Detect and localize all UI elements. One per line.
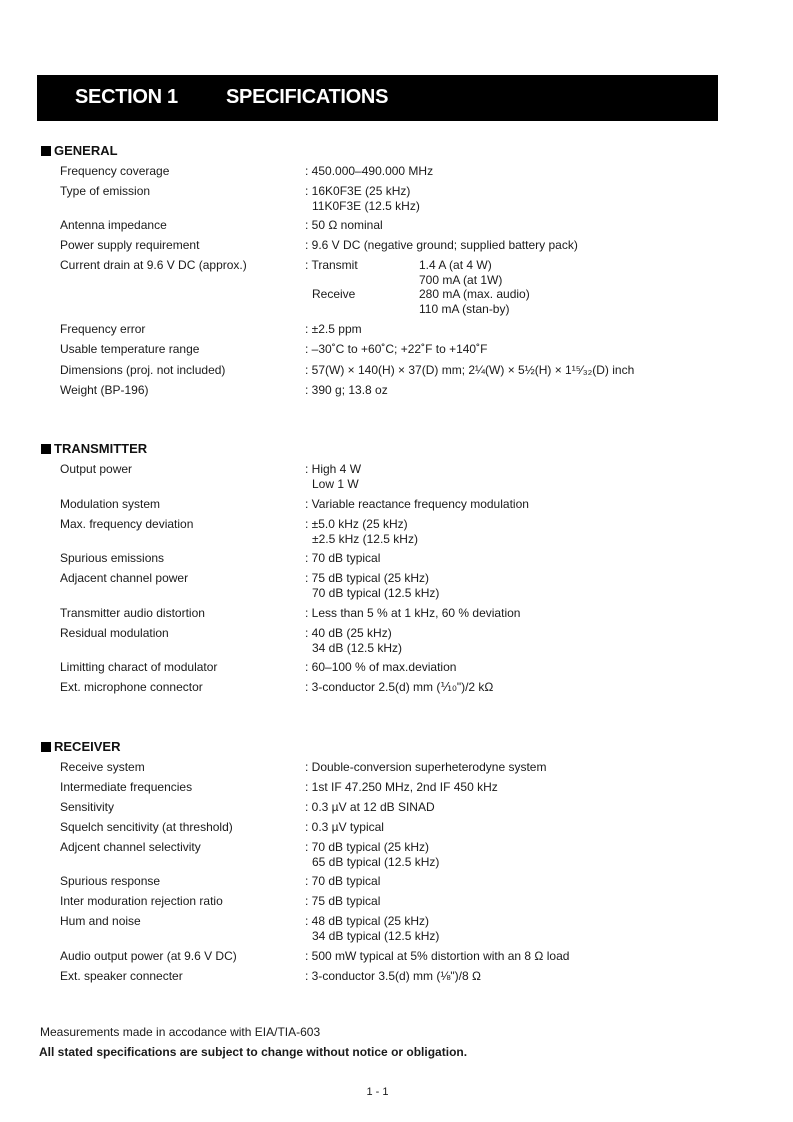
receive-value: 280 mA (max. audio) [419,287,530,301]
current-drain-table [305,258,565,316]
transmitter-heading: TRANSMITTER [41,441,147,456]
spec-label: Ext. speaker connecter [60,969,183,983]
section-title: SPECIFICATIONS [226,86,389,108]
receiver-heading: RECEIVER [41,739,120,754]
spec-value: : ±2.5 ppm [305,322,362,336]
spec-value: : 50 Ω nominal [305,218,383,232]
spec-label: Transmitter audio distortion [60,606,205,620]
receive-label: Receive [312,287,356,301]
spec-value: : 450.000–490.000 MHz [305,164,434,178]
spec-value: : 3-conductor 2.5(d) mm (⅒")/2 kΩ [305,680,494,694]
spec-label: Dimensions (proj. not included) [60,363,226,377]
page-number: 1 - 1 [366,1086,389,1098]
spec-value: : 57(W) × 140(H) × 37(D) mm; 2¼(W) × 5½(H) × 1¹⁵⁄₃₂(D) inch [305,363,635,377]
spec-label: Adjcent channel selectivity [60,840,201,854]
spec-value: : 40 dB (25 kHz) 34 dB (12.5 kHz) [305,626,403,655]
spec-value: : 500 mW typical at 5% distortion with an 8 Ω load [305,949,570,963]
spec-value: : 1st IF 47.250 MHz, 2nd IF 450 kHz [305,780,498,794]
spec-value: : 70 dB typical [305,551,381,565]
spec-label: Output power [60,462,133,476]
spec-label: Spurious response [60,874,161,888]
spec-label: Type of emission [60,184,151,198]
measurement-note: Measurements made in accodance with EIA/TIA-603 [40,1025,321,1039]
spec-value: : Variable reactance frequency modulation [305,497,529,511]
spec-label: Receive system [60,760,145,774]
transmit-value: 700 mA (at 1W) [419,272,503,287]
transmit-value: 1.4 A (at 4 W) [419,258,492,272]
spec-label: Limitting charact of modulator [60,660,218,674]
spec-label: Usable temperature range [60,342,200,356]
spec-value: : High 4 W Low 1 W [305,462,362,491]
spec-value: : 75 dB typical (25 kHz) 70 dB typical (12.5 kHz) [305,571,440,600]
spec-value: : 75 dB typical [305,894,381,908]
section-header [37,75,718,121]
spec-label: Audio output power (at 9.6 V DC) [60,949,237,963]
spec-label: Inter moduration rejection ratio [60,894,223,908]
spec-value: : Double-conversion superheterodyne system [305,760,547,774]
section-number: SECTION 1 [75,86,178,108]
spec-value: : 16K0F3E (25 kHz) 11K0F3E (12.5 kHz) [305,184,420,213]
spec-label: Max. frequency deviation [60,517,194,531]
spec-label: Power supply requirement [60,238,200,252]
spec-label: Spurious emissions [60,551,165,565]
spec-value: : 9.6 V DC (negative ground; supplied battery pack) [305,238,578,252]
spec-label: Frequency error [60,322,146,336]
spec-label: Modulation system [60,497,161,511]
spec-label: Adjacent channel power [60,571,189,585]
spec-value: : 0.3 µV at 12 dB SINAD [305,800,435,814]
spec-label: Sensitivity [60,800,115,814]
spec-label: Weight (BP-196) [60,383,149,397]
spec-value: : 70 dB typical [305,874,381,888]
square-bullet-icon [41,742,51,752]
spec-label: Intermediate frequencies [60,780,193,794]
spec-value: : –30˚C to +60˚C; +22˚F to +140˚F [305,342,488,356]
square-bullet-icon [41,146,51,156]
spec-value: : Less than 5 % at 1 kHz, 60 % deviation [305,606,521,620]
general-heading: GENERAL [41,143,118,158]
spec-value: : 60–100 % of max.deviation [305,660,457,674]
spec-value: : 3-conductor 3.5(d) mm (⅛")/8 Ω [305,969,481,983]
spec-label: Antenna impedance [60,218,167,232]
spec-value: : 0.3 µV typical [305,820,384,834]
disclaimer: All stated specifications are subject to change without notice or obligation. [39,1045,468,1059]
spec-label: Hum and noise [60,914,141,928]
spec-value: : 70 dB typical (25 kHz) 65 dB typical (12.5 kHz) [305,840,440,869]
spec-label: Current drain at 9.6 V DC (approx.) [60,258,247,272]
transmit-label: : Transmit [305,258,358,272]
spec-label: Frequency coverage [60,164,170,178]
spec-label: Squelch sencitivity (at threshold) [60,820,233,834]
spec-value: : ±5.0 kHz (25 kHz) ±2.5 kHz (12.5 kHz) [305,517,418,546]
receive-value: 110 mA (stan-by) [419,301,510,316]
spec-label: Residual modulation [60,626,169,640]
spec-value: : 48 dB typical (25 kHz) 34 dB typical (12.5 kHz) [305,914,440,943]
spec-value: : 390 g; 13.8 oz [305,383,388,397]
square-bullet-icon [41,444,51,454]
spec-label: Ext. microphone connector [60,680,203,694]
